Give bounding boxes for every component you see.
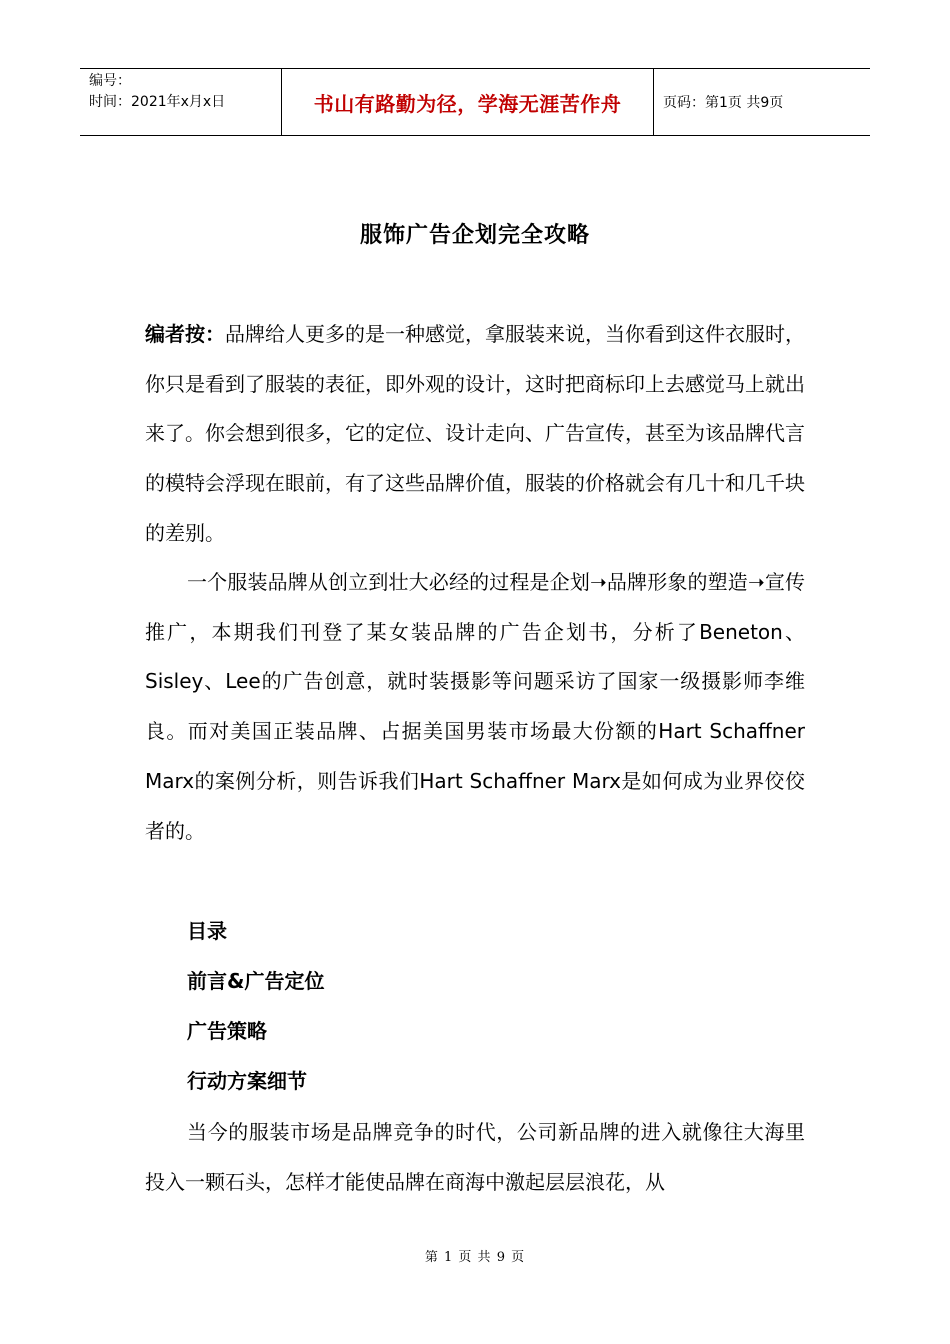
header-meta-cell (80, 69, 282, 135)
toc-item-strategy: 广告策略 (187, 1019, 267, 1043)
toc-item-action-plan: 行动方案细节 (187, 1069, 307, 1093)
body-paragraph: 当今的服装市场是品牌竞争的时代，公司新品牌的进入就像往大海里投入一颗石头，怎样才能使品牌在商海中激起层层浪花，从 (145, 1120, 805, 1194)
header-motto: 书山有路勤为径，学海无涯苦作舟 (282, 69, 654, 135)
document-header (80, 68, 870, 136)
intro-paragraph: 一个服装品牌从创立到壮大必经的过程是企划➝品牌形象的塑造➝宣传推广，本期我们刊登了某女装品牌的广告企划书，分析了Beneton、Sisley、Lee的广告创意，就时装摄影等问题采访了国家一级摄影师李维良。而对美国正装品牌、占据美国男装市场最大份额的Hart Schaffner Marx的案例分析，则告诉我们Hart Schaffner Marx是如何成为业界佼佼者的。 (145, 570, 805, 843)
editor-note-text: 品牌给人更多的是一种感觉，拿服装来说，当你看到这件衣服时，你只是看到了服装的表征，即外观的设计，这时把商标印上去感觉马上就出来了。你会想到很多，它的定位、设计走向、广告宣传，甚至为该品牌代言的模特会浮现在眼前，有了这些品牌价值，服装的价格就会有几十和几千块的差别。 (145, 322, 805, 545)
document-title: 服饰广告企划完全攻略 (359, 223, 590, 248)
number-label: 编号： (89, 73, 131, 89)
editor-note-label: 编者按： (145, 322, 225, 346)
editor-note-paragraph (145, 310, 805, 559)
toc-item-preface: 前言&广告定位 (187, 969, 325, 993)
header-page-label: 页码：第1页 共9页 (663, 95, 784, 111)
toc-heading: 目录 (187, 919, 227, 943)
page-footer: 第 1 页 共 9 页 (424, 1250, 526, 1265)
time-label: 时间：2021年x月x日 (89, 94, 226, 110)
